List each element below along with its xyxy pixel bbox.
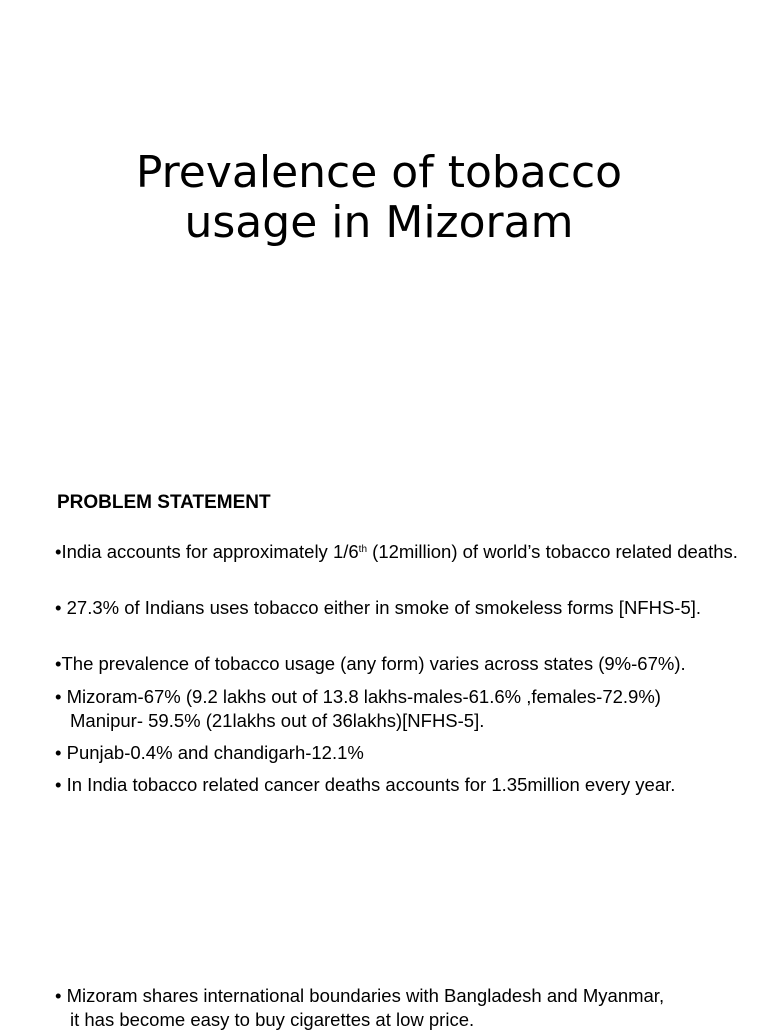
bullet-india-deaths (55, 540, 755, 564)
bullet-cancer-deaths: • In India tobacco related cancer deaths accounts for 1.35million every year. (55, 774, 676, 795)
slide-title-line-2: usage in Mizoram (184, 197, 574, 248)
problem-statement-heading: PROBLEM STATEMENT (57, 492, 271, 513)
slide-title (0, 148, 758, 248)
bullet-india-deaths-text: •India accounts for approximately 1/6 (55, 541, 359, 562)
bullet-mizoram-line: • Mizoram-67% (9.2 lakhs out of 13.8 lakhs-males-61.6% ,females-72.9%) (55, 686, 661, 707)
superscript-th: th (358, 544, 368, 555)
bullet-prevalence-states: •The prevalence of tobacco usage (any form) varies across states (9%-67%). (55, 653, 686, 674)
bullet-punjab-chandigarh: • Punjab-0.4% and chandigarh-12.1% (55, 742, 364, 763)
bullet-mizoram-boundaries: • Mizoram shares international boundaries with Bangladesh and Myanmar, it has become easy to buy cigarettes at low price. (55, 985, 665, 1030)
bullet-india-deaths-text-rest: (12million) of world’s tobacco related deaths. (367, 541, 738, 562)
bullet-mizoram-manipur (55, 685, 755, 733)
bullet-indians-tobacco: • 27.3% of Indians uses tobacco either in smoke of smokeless forms [NFHS-5]. (55, 597, 702, 618)
bullet-manipur-line: Manipur- 59.5% (21lakhs out of 36lakhs)[NFHS-5]. (70, 710, 485, 731)
slide-title-line-1: Prevalence of tobacco (135, 147, 623, 198)
